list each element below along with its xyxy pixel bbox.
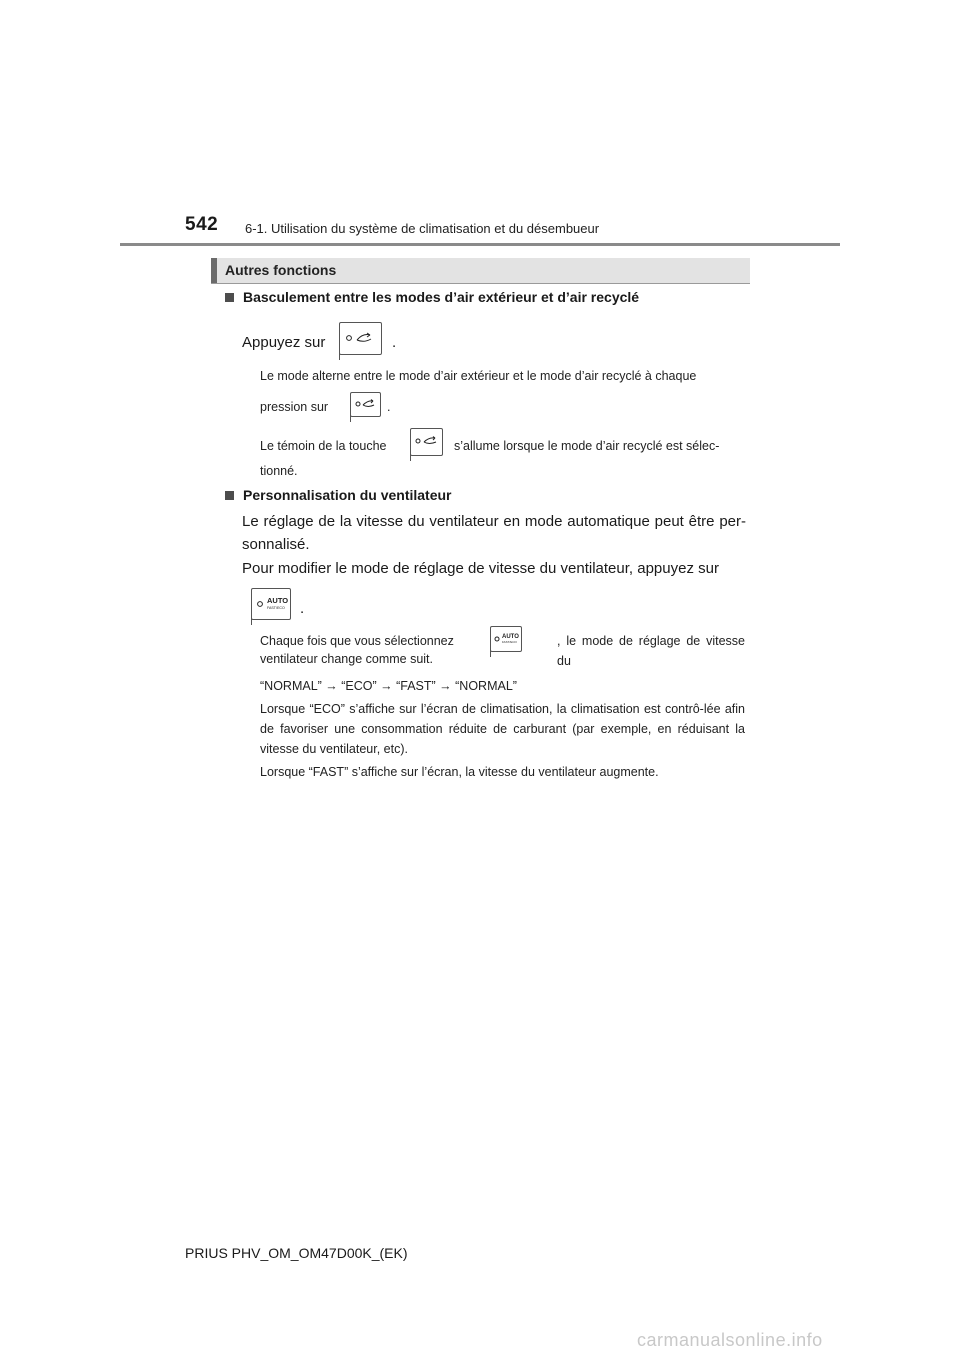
section-banner <box>211 258 750 284</box>
page-number: 542 <box>185 214 219 235</box>
bullet-square-icon <box>225 293 234 302</box>
note-fan-line2: ventilateur change comme suit. <box>260 652 434 666</box>
recirculation-button-icon-small <box>350 392 381 417</box>
air-recirculation-icon <box>351 393 380 416</box>
fan-mode-sequence: “NORMAL” → “ECO” → “FAST” → “NORMAL” <box>260 679 517 693</box>
air-recirculation-icon <box>340 323 381 354</box>
banner-title: Autres fonctions <box>225 262 337 278</box>
recirculation-button-icon-indicator <box>410 428 443 456</box>
note-air-mode-1c: . <box>387 400 391 414</box>
heading-fan <box>225 487 452 503</box>
header-divider <box>120 243 840 246</box>
watermark: carmanualsonline.info <box>637 1330 823 1350</box>
auto-button-icon <box>251 588 291 620</box>
note-fast: Lorsque “FAST” s’affiche sur l’écran, la vitesse du ventilateur augmente. <box>260 765 659 779</box>
note-air-mode-1: Le mode alterne entre le mode d’air extérieur et le mode d’air recyclé à chaque <box>260 369 697 383</box>
auto-sublabel: FAST/ECO <box>502 640 517 644</box>
auto-mode-icon <box>252 589 290 619</box>
note-indicator-before: Le témoin de la touche <box>260 439 387 453</box>
heading-fan-text: Personnalisation du ventilateur <box>243 487 452 503</box>
paragraph-fan-custom: Le réglage de la vitesse du ventilateur en mode automatique peut être per-sonnalisé. <box>242 513 746 553</box>
auto-button-icon-small <box>490 626 522 652</box>
heading-air-mode-text: Basculement entre les modes d’air extérieur et d’air recyclé <box>243 289 640 305</box>
note-indicator-line2: tionné. <box>260 464 298 478</box>
paragraph-fan-instruction: Pour modifier le mode de réglage de vitesse du ventilateur, appuyez sur <box>242 560 719 577</box>
bullet-square-icon <box>225 491 234 500</box>
recirculation-button-icon <box>339 322 382 355</box>
instruction-period: . <box>392 334 397 351</box>
auto-mode-icon <box>491 627 521 651</box>
note-fan-after: , le mode de réglage de vitesse du <box>557 634 745 668</box>
heading-air-mode <box>225 289 639 305</box>
air-recirculation-icon <box>411 429 442 455</box>
document-code: PRIUS PHV_OM_OM47D00K_(EK) <box>185 1245 408 1261</box>
auto-label: AUTO <box>502 634 519 640</box>
note-indicator-after: s’allume lorsque le mode d’air recyclé est sélec- <box>454 439 720 453</box>
note-eco: Lorsque “ECO” s’affiche sur l’écran de climatisation, la climatisation est contrô-lée afin de favoriser une consommation réduite de carburant (par exemple, en réduisant la vitesse du ventilateur, etc). <box>260 702 745 756</box>
section-title: 6-1. Utilisation du système de climatisation et du désembueur <box>245 221 600 236</box>
auto-sublabel: FAST/ECO <box>267 606 285 610</box>
instruction-press <box>242 331 325 355</box>
note-air-mode-1b: pression sur <box>260 400 329 414</box>
note-fan-before: Chaque fois que vous sélectionnez <box>260 634 454 648</box>
fan-instruction-period: . <box>300 600 305 617</box>
banner-accent-bar <box>211 258 217 283</box>
instruction-text: Appuyez sur <box>242 334 326 351</box>
auto-label: AUTO <box>267 596 289 605</box>
